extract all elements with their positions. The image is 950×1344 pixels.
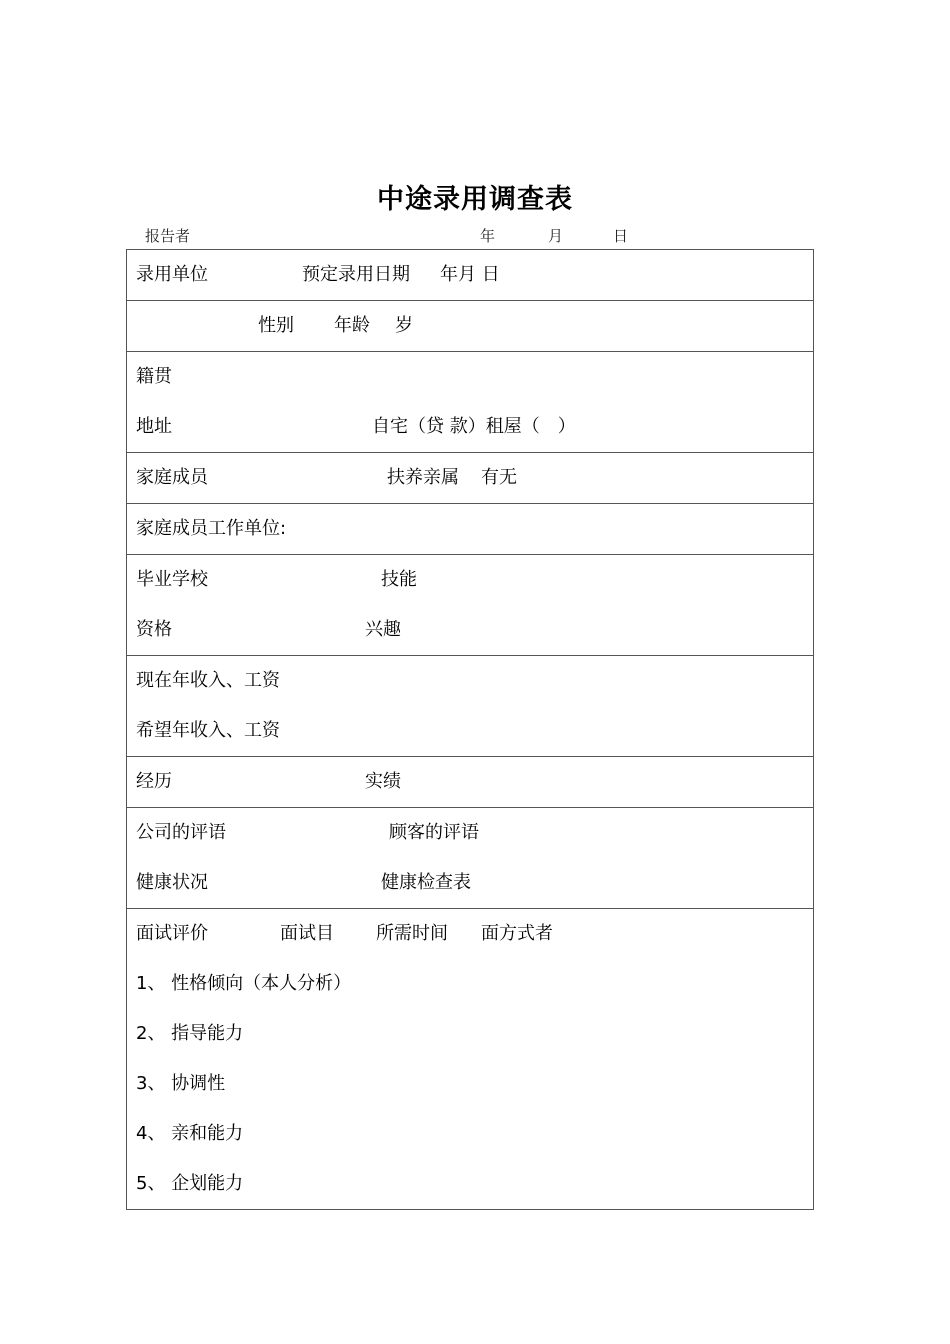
interview-item-affinity: 4、 亲和能力 bbox=[136, 1123, 244, 1144]
reporter-label: 报告者 bbox=[145, 227, 191, 245]
health-check-label: 健康检查表 bbox=[381, 872, 471, 893]
time-required-label: 所需时间 bbox=[376, 923, 448, 944]
family-work-label: 家庭成员工作单位: bbox=[136, 518, 287, 539]
report-year-label: 年 bbox=[480, 227, 496, 245]
school-label: 毕业学校 bbox=[136, 569, 208, 590]
hire-date-label: 预定录用日期 bbox=[302, 264, 410, 285]
gender-label: 性别 bbox=[258, 315, 294, 336]
current-income-label: 现在年收入、工资 bbox=[136, 670, 280, 691]
dependents-options: 有无 bbox=[481, 467, 517, 488]
qualifications-label: 资格 bbox=[136, 619, 172, 640]
form-title: 中途录用调查表 bbox=[377, 184, 573, 215]
expected-income-label: 希望年收入、工资 bbox=[136, 720, 280, 741]
interview-item-leadership: 2、 指导能力 bbox=[136, 1023, 244, 1044]
customer-review-label: 顾客的评语 bbox=[389, 822, 479, 843]
age-unit: 岁 bbox=[395, 315, 413, 336]
interview-item-planning: 5、 企划能力 bbox=[136, 1173, 244, 1194]
row-experience bbox=[127, 756, 813, 807]
hire-date-units: 年月 日 bbox=[440, 264, 500, 285]
interview-item-personality: 1、 性格倾向（本人分析） bbox=[136, 973, 352, 994]
native-place-label: 籍贯 bbox=[136, 366, 172, 387]
row-family-work bbox=[127, 503, 813, 554]
address-label: 地址 bbox=[136, 416, 172, 437]
experience-label: 经历 bbox=[136, 771, 172, 792]
interview-item-label: 面试目 bbox=[280, 923, 334, 944]
report-day-label: 日 bbox=[613, 227, 629, 245]
health-status-label: 健康状况 bbox=[136, 872, 208, 893]
row-address bbox=[127, 351, 813, 452]
row-gender-age bbox=[127, 300, 813, 351]
achievements-label: 实绩 bbox=[365, 771, 401, 792]
interviewer-label: 面方式者 bbox=[481, 923, 553, 944]
age-label: 年龄 bbox=[334, 315, 370, 336]
interests-label: 兴趣 bbox=[365, 619, 401, 640]
survey-form-table bbox=[126, 249, 814, 1210]
skills-label: 技能 bbox=[381, 569, 417, 590]
company-review-label: 公司的评语 bbox=[136, 822, 226, 843]
row-employer bbox=[127, 250, 813, 300]
row-family bbox=[127, 452, 813, 503]
row-education bbox=[127, 554, 813, 655]
row-income bbox=[127, 655, 813, 756]
row-interview bbox=[127, 908, 813, 1209]
family-members-label: 家庭成员 bbox=[136, 467, 208, 488]
employer-label: 录用单位 bbox=[136, 264, 208, 285]
interview-item-coordination: 3、 协调性 bbox=[136, 1073, 226, 1094]
residence-type-label: 自宅（贷 款）租屋（ ） bbox=[372, 416, 576, 437]
row-reviews-health bbox=[127, 807, 813, 908]
interview-eval-label: 面试评价 bbox=[136, 923, 208, 944]
report-month-label: 月 bbox=[548, 227, 564, 245]
dependents-label: 扶养亲属 bbox=[387, 467, 459, 488]
